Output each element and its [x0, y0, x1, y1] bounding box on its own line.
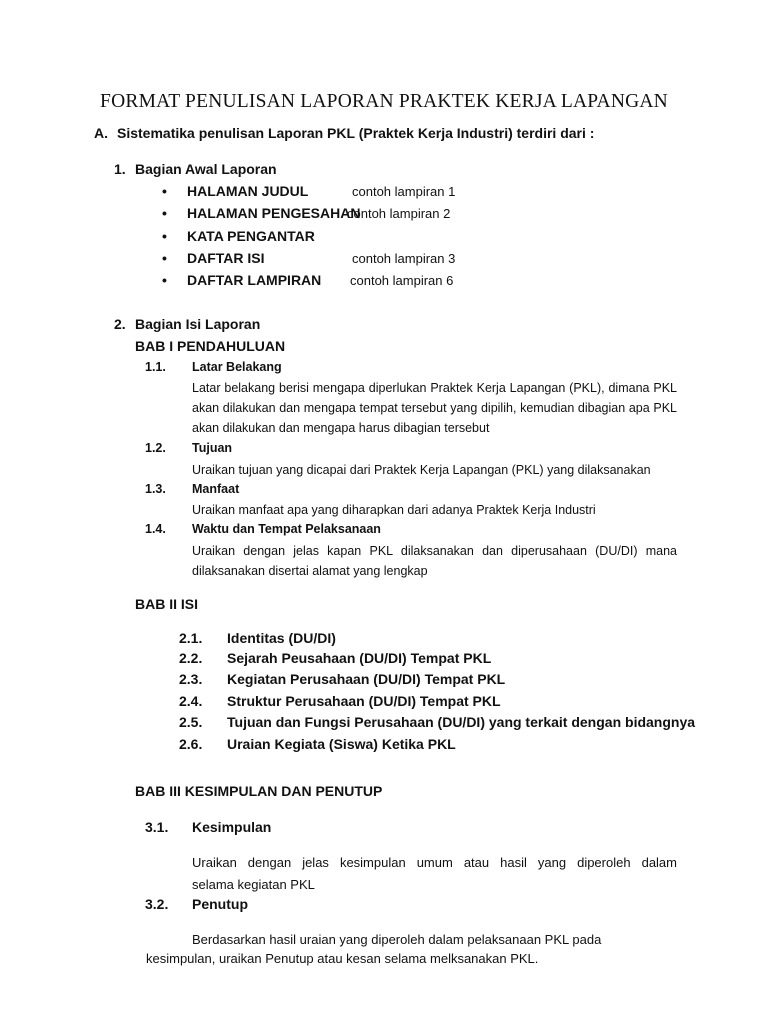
sub-title: Manfaat: [192, 482, 240, 496]
sub-number: 1.3.: [145, 482, 166, 496]
sub-paragraph: [192, 500, 677, 520]
item-number: 2.2.: [179, 650, 203, 666]
sub-title: Kesimpulan: [192, 819, 272, 835]
list-item: • HALAMAN PENGESAHAN: [187, 205, 360, 221]
list-item: Uraian Kegiata (Siswa) Ketika PKL: [227, 736, 456, 752]
list-item: Kegiatan Perusahaan (DU/DI) Tempat PKL: [227, 671, 506, 687]
sub-paragraph: [192, 852, 677, 896]
part1-heading: Bagian Awal Laporan: [135, 161, 277, 177]
sub-number: 3.2.: [145, 896, 169, 912]
list-item: Tujuan dan Fungsi Perusahaan (DU/DI) yang terkait dengan bidangnya: [227, 714, 696, 730]
list-item-note: contoh lampiran 1: [352, 184, 456, 199]
item-number: 2.4.: [179, 693, 203, 709]
list-item: • KATA PENGANTAR: [187, 228, 315, 244]
paragraph-line: akan dilakukan dan mengapa tempat tersebut yang dipilih, kemudian dibagian apa PKL: [192, 401, 677, 415]
sub-title: Waktu dan Tempat Pelaksanaan: [192, 522, 381, 536]
sub-title: Penutup: [192, 896, 248, 912]
bab2-heading: BAB II ISI: [135, 596, 199, 612]
part2-heading: Bagian Isi Laporan: [135, 316, 261, 332]
paragraph-line: dilaksanakan disertai alamat yang lengkap: [192, 564, 428, 578]
sub-number: 3.1.: [145, 819, 169, 835]
paragraph-line: Latar belakang berisi mengapa diperlukan Praktek Kerja Lapangan (PKL), dimana PKL: [192, 381, 677, 395]
paragraph-line: kesimpulan, uraikan Penutup atau kesan selama melksanakan PKL.: [146, 951, 539, 966]
sub-number: 1.4.: [145, 522, 166, 536]
list-item: Identitas (DU/DI): [227, 630, 336, 646]
paragraph-line: Berdasarkan hasil uraian yang diperoleh dalam pelaksanaan PKL pada: [192, 932, 602, 947]
sub-title: Latar Belakang: [192, 360, 282, 374]
paragraph-line: selama kegiatan PKL: [192, 877, 315, 892]
item-number: 2.6.: [179, 736, 203, 752]
section-a-text: Sistematika penulisan Laporan PKL (Praktek Kerja Industri) terdiri dari :: [117, 125, 595, 141]
list-item: • HALAMAN JUDUL: [187, 183, 308, 199]
sub-title: Tujuan: [192, 441, 233, 455]
bab3-heading: BAB III KESIMPULAN DAN PENUTUP: [135, 783, 383, 799]
paragraph-line: Uraikan dengan jelas kesimpulan umum atau hasil yang diperoleh dalam: [192, 855, 677, 870]
list-item: Sejarah Peusahaan (DU/DI) Tempat PKL: [227, 650, 492, 666]
paragraph-line: Uraikan tujuan yang dicapai dari Praktek Kerja Lapangan (PKL) yang dilaksanakan: [192, 463, 651, 477]
paragraph-line: Uraikan dengan jelas kapan PKL dilaksanakan dan diperusahaan (DU/DI) mana: [192, 544, 677, 558]
sub-number: 1.1.: [145, 360, 166, 374]
sub-paragraph: [192, 378, 677, 438]
list-item-note: contoh lampiran 3: [352, 251, 456, 266]
paragraph-line: Uraikan manfaat apa yang diharapkan dari adanya Praktek Kerja Industri: [192, 503, 596, 517]
sub-paragraph: [192, 460, 677, 480]
document-title: FORMAT PENULISAN LAPORAN PRAKTEK KERJA LAPANGAN: [100, 91, 668, 112]
list-item: Struktur Perusahaan (DU/DI) Tempat PKL: [227, 693, 501, 709]
item-number: 2.3.: [179, 671, 203, 687]
list-item-note: contoh lampiran 2: [347, 206, 451, 221]
item-number: 2.5.: [179, 714, 203, 730]
paragraph-line: akan dilakukan dan mengapa harus dibagian tersebut: [192, 421, 490, 435]
item-number: 2.1.: [179, 630, 203, 646]
sub-number: 1.2.: [145, 441, 166, 455]
list-item: • DAFTAR ISI: [187, 250, 265, 266]
part1-number: 1.: [114, 161, 126, 177]
bab1-heading: BAB I PENDAHULUAN: [135, 338, 286, 354]
part2-number: 2.: [114, 316, 126, 332]
sub-paragraph: [192, 541, 677, 581]
list-item-note: contoh lampiran 6: [350, 273, 454, 288]
section-a-marker: A.: [94, 125, 108, 141]
list-item: • DAFTAR LAMPIRAN: [187, 272, 321, 288]
